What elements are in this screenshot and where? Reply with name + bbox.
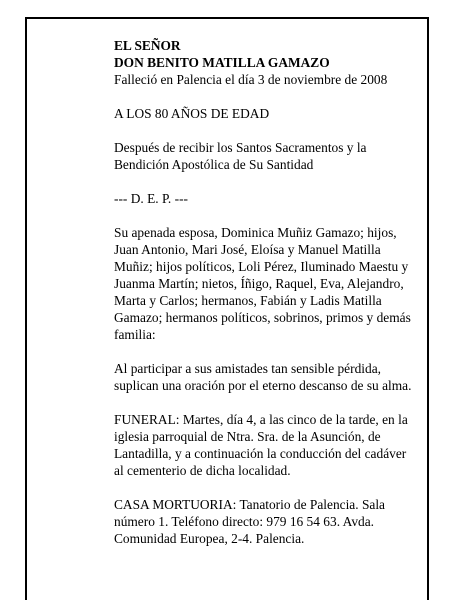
mortuary-line: Comunidad Europea, 2-4. Palencia.: [114, 531, 305, 546]
sacraments-line-1: Después de recibir los Santos Sacramentos y la: [114, 140, 367, 155]
family-line: Juan Antonio, Mari José, Eloísa y Manuel Matilla: [114, 242, 381, 257]
mortuary-line: CASA MORTUORIA: Tanatorio de Palencia. Sala: [114, 497, 385, 512]
mortuary-line: número 1. Teléfono directo: 979 16 54 63. Avda.: [114, 514, 375, 529]
funeral-line: FUNERAL: Martes, día 4, a las cinco de la tarde, en la: [114, 412, 408, 427]
request-paragraph: [114, 360, 424, 394]
family-line: familia:: [114, 327, 156, 342]
request-line: suplican una oración por el eterno descanso de su alma.: [114, 378, 412, 393]
family-line: Su apenada esposa, Dominica Muñiz Gamazo; hijos,: [114, 225, 397, 240]
deceased-name: DON BENITO MATILLA GAMAZO: [114, 55, 330, 70]
obituary-notice: [114, 37, 424, 547]
age-line: A LOS 80 AÑOS DE EDAD: [114, 106, 270, 121]
request-line: Al participar a sus amistades tan sensible pérdida,: [114, 361, 381, 376]
family-line: Juanma Martín; nietos, Íñigo, Raquel, Eva, Alejandro,: [114, 276, 404, 291]
funeral-paragraph: [114, 411, 424, 479]
death-date-line: Falleció en Palencia el día 3 de noviembre de 2008: [114, 72, 388, 87]
funeral-line: iglesia parroquial de Ntra. Sra. de la Asunción, de: [114, 429, 381, 444]
title-line-1: EL SEÑOR: [114, 38, 181, 53]
mortuary-paragraph: [114, 496, 424, 547]
sacraments-line-2: Bendición Apostólica de Su Santidad: [114, 157, 314, 172]
funeral-line: Lantadilla, y a continuación la conducción del cadáver: [114, 446, 407, 461]
family-line: Gamazo; hermanos políticos, sobrinos, primos y demás: [114, 310, 411, 325]
family-line: Muñiz; hijos políticos, Loli Pérez, Iluminado Maestu y: [114, 259, 409, 274]
family-line: Marta y Carlos; hermanos, Fabián y Ladis Matilla: [114, 293, 382, 308]
rip-line: --- D. E. P. ---: [114, 191, 189, 206]
funeral-line: al cementerio de dicha localidad.: [114, 463, 291, 478]
family-paragraph: [114, 224, 424, 343]
